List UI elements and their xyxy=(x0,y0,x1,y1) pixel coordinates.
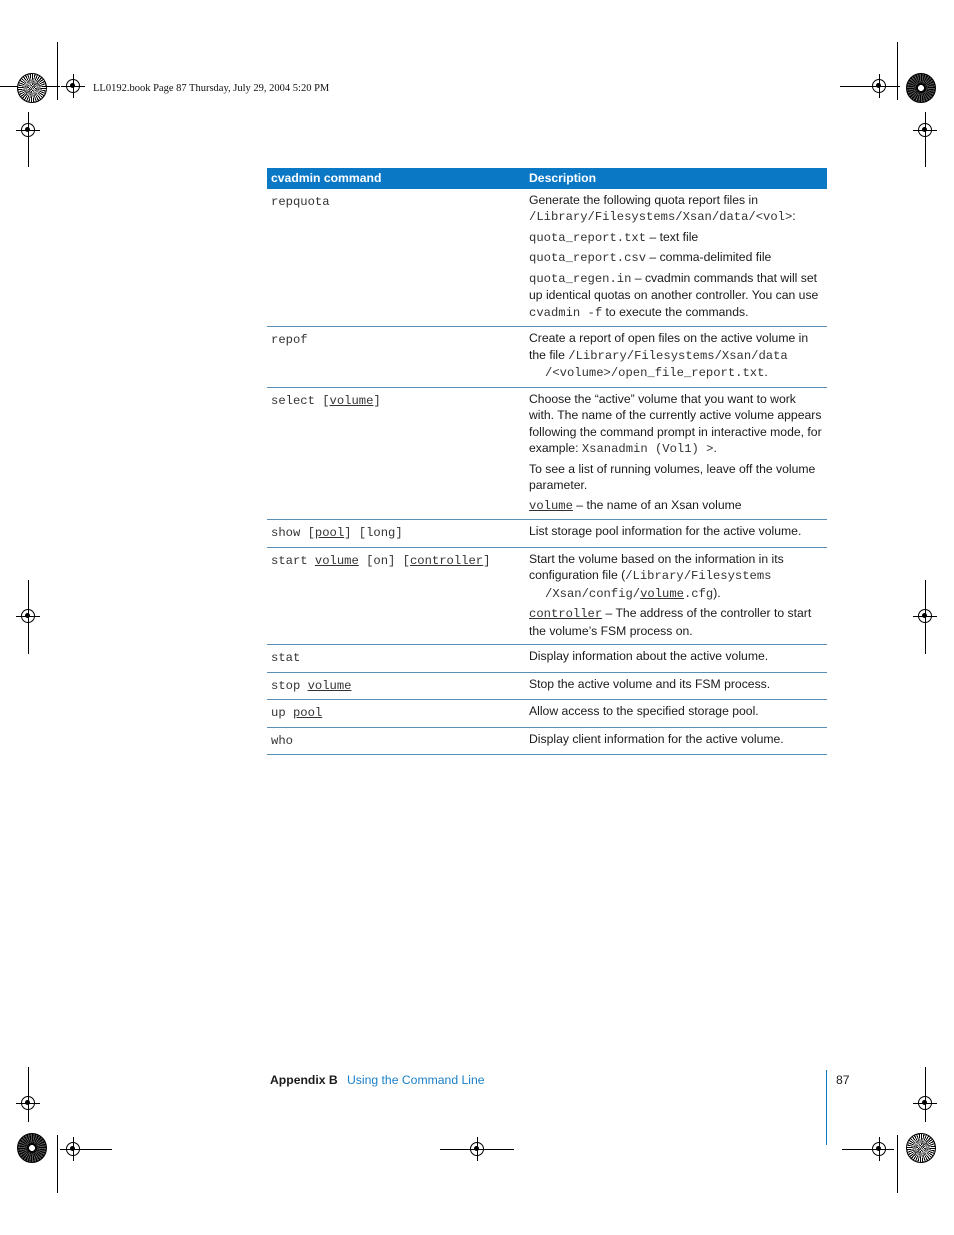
table-row xyxy=(267,672,827,700)
command-cell xyxy=(267,672,525,700)
registration-star-icon xyxy=(17,73,47,103)
page-number: 87 xyxy=(836,1073,850,1087)
registration-mark-icon xyxy=(21,1096,35,1110)
registration-star-icon xyxy=(906,73,936,103)
command-cell xyxy=(267,387,525,520)
description-text: ). xyxy=(713,585,721,600)
command-cell: stat xyxy=(267,645,525,673)
description-text: to execute the commands. xyxy=(602,304,749,319)
code-parameter: controller xyxy=(529,607,603,621)
description-cell xyxy=(525,327,827,388)
crop-mark xyxy=(57,42,58,100)
registration-mark-icon xyxy=(21,609,35,623)
description-text: Create a report of open files on the active volume in the file xyxy=(529,331,809,362)
description-cell: Display client information for the active volume. xyxy=(525,727,827,755)
code-path: /Library/Filesystems xyxy=(625,569,772,583)
command-cell xyxy=(267,520,525,548)
command-text: ] xyxy=(483,553,491,568)
description-text: – The address of the controller to start the volume’s FSM process on. xyxy=(529,606,812,638)
code-parameter: volume xyxy=(640,586,684,601)
registration-mark-icon xyxy=(21,123,35,137)
code-path: /Xsan/config/ xyxy=(545,586,641,601)
table-row xyxy=(267,645,827,673)
description-cell: List storage pool information for the active volume. xyxy=(525,520,827,548)
description-text: Start the volume based on the information in its configuration file ( xyxy=(529,551,784,582)
table-row xyxy=(267,547,827,645)
command-text: select [ xyxy=(271,393,330,408)
crop-mark xyxy=(897,42,898,100)
code-filename: quota_report.csv xyxy=(529,251,647,265)
command-parameter: volume xyxy=(314,553,359,568)
code-path: /Library/Filesystems/Xsan/data/<vol> xyxy=(529,210,793,224)
description-text: – comma-delimited file xyxy=(646,250,772,264)
registration-mark-icon xyxy=(66,79,80,93)
registration-star-icon xyxy=(906,1133,936,1163)
command-cell xyxy=(267,547,525,645)
description-text: – the name of an Xsan volume xyxy=(572,497,742,512)
table-row xyxy=(267,727,827,755)
registration-mark-icon xyxy=(872,79,886,93)
code-example: Xsanadmin (Vol1) > xyxy=(581,442,714,456)
description-cell: Allow access to the specified storage pool. xyxy=(525,700,827,728)
command-text: stop xyxy=(271,678,308,693)
code-filename: quota_report.txt xyxy=(529,230,647,245)
footer-chapter-link[interactable]: Using the Command Line xyxy=(347,1073,485,1087)
description-text: : xyxy=(792,209,796,223)
print-slug: LL0192.book Page 87 Thursday, July 29, 2004 5:20 PM xyxy=(93,83,330,94)
crop-mark xyxy=(57,1135,58,1193)
code-command: cvadmin -f xyxy=(529,305,603,320)
command-text: [on] [ xyxy=(358,553,410,568)
code-path: .cfg xyxy=(683,586,714,601)
description-text: Choose the “active” volume that you want to work with. The name of the currently active volume appears following the command prompt in interactive mode, for example: xyxy=(529,391,822,455)
command-parameter: volume xyxy=(329,393,374,408)
description-cell xyxy=(525,387,827,520)
footer-appendix-label: Appendix B xyxy=(270,1073,338,1087)
command-parameter: controller xyxy=(409,553,484,568)
description-cell xyxy=(525,547,827,645)
table-header-row xyxy=(267,168,827,189)
description-text: To see a list of running volumes, leave off the volume parameter. xyxy=(529,461,816,492)
code-filename: quota_regen.in xyxy=(529,271,632,286)
description-cell xyxy=(525,189,827,327)
command-parameter: pool xyxy=(292,706,323,720)
registration-mark-icon xyxy=(918,123,932,137)
description-cell: Display information about the active volume. xyxy=(525,645,827,673)
table-row xyxy=(267,387,827,520)
command-cell: repquota xyxy=(267,189,525,327)
table-row xyxy=(267,520,827,548)
command-cell: who xyxy=(267,727,525,755)
description-text: – text file xyxy=(646,229,699,244)
registration-star-icon xyxy=(17,1133,47,1163)
command-cell: repof xyxy=(267,327,525,388)
description-text: – cvadmin commands that will set up identical quotas on another controller. You can use xyxy=(529,270,819,302)
table-row xyxy=(267,189,827,327)
command-text: ] [long] xyxy=(344,526,403,540)
command-text: show [ xyxy=(271,526,315,540)
code-parameter: volume xyxy=(529,498,573,513)
column-header-description: Description xyxy=(525,168,827,189)
registration-mark-icon xyxy=(872,1142,886,1156)
command-text: up xyxy=(271,706,293,720)
registration-mark-icon xyxy=(918,609,932,623)
table-row xyxy=(267,327,827,388)
command-text: start xyxy=(271,553,315,568)
command-text: ] xyxy=(373,393,381,408)
code-path: /<volume>/open_file_report.txt xyxy=(545,366,765,380)
registration-mark-icon xyxy=(918,1096,932,1110)
column-header-command: cvadmin command xyxy=(267,168,525,189)
crop-mark xyxy=(897,1135,898,1193)
description-text: . xyxy=(713,441,717,455)
table-row xyxy=(267,700,827,728)
cvadmin-command-table xyxy=(267,168,827,755)
registration-mark-icon xyxy=(66,1142,80,1156)
description-cell: Stop the active volume and its FSM process. xyxy=(525,672,827,700)
description-text: . xyxy=(764,365,768,379)
command-parameter: volume xyxy=(307,678,352,693)
description-text: Generate the following quota report files in xyxy=(529,192,758,207)
registration-mark-icon xyxy=(470,1142,484,1156)
command-cell xyxy=(267,700,525,728)
command-parameter: pool xyxy=(314,526,345,540)
footer-divider xyxy=(826,1070,827,1145)
code-path: /Library/Filesystems/Xsan/data xyxy=(568,348,788,363)
